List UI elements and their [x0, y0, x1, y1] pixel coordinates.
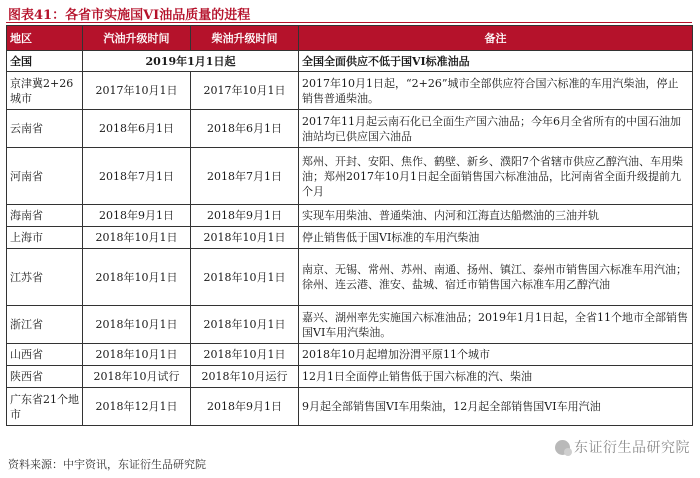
- diesel-cell: 2018年7月1日: [191, 148, 299, 205]
- header-diesel: 柴油升级时间: [191, 26, 299, 51]
- table-row: [7, 344, 693, 366]
- figure-title: 图表41：各省市实施国VI油品质量的进程: [8, 8, 251, 23]
- watermark-text: 东证衍生品研究院: [574, 440, 690, 456]
- gasoline-cell: 2017年10月1日: [83, 72, 191, 110]
- note-cell: 郑州、开封、安阳、焦作、鹤壁、新乡、濮阳7个省辖市供应乙醇汽油、车用柴油；郑州2017年10月1日起全面销售国六标准油品，比河南省全面升级提前九个月: [299, 148, 693, 205]
- diesel-cell: 2018年9月1日: [191, 205, 299, 227]
- merged-date-cell: 2019年1月1日起: [83, 51, 299, 72]
- gasoline-cell: 2018年9月1日: [83, 205, 191, 227]
- note-cell: 全国全面供应不低于国VI标准油品: [299, 51, 693, 72]
- diesel-cell: 2018年6月1日: [191, 110, 299, 148]
- region-cell: 山西省: [7, 344, 83, 366]
- region-cell: 江苏省: [7, 249, 83, 306]
- table-row: [7, 306, 693, 344]
- header-gasoline: 汽油升级时间: [83, 26, 191, 51]
- diesel-cell: 2017年10月1日: [191, 72, 299, 110]
- region-cell: 全国: [7, 51, 83, 72]
- note-cell: 9月起全部销售国VI车用柴油，12月起全部销售国VI车用汽油: [299, 388, 693, 426]
- gasoline-cell: 2018年7月1日: [83, 148, 191, 205]
- region-cell: 浙江省: [7, 306, 83, 344]
- diesel-cell: 2018年10月1日: [191, 306, 299, 344]
- region-cell: 京津冀2+26城市: [7, 72, 83, 110]
- gasoline-cell: 2018年10月1日: [83, 227, 191, 249]
- table-row: [7, 388, 693, 426]
- note-cell: 2017年10月1日起，“2+26”城市全部供应符合国六标准的车用汽柴油，停止销售普通柴油。: [299, 72, 693, 110]
- region-cell: 广东省21个地市: [7, 388, 83, 426]
- note-cell: 12月1日全面停止销售低于国六标准的汽、柴油: [299, 366, 693, 388]
- table-header-row: [7, 26, 693, 51]
- note-cell: 南京、无锡、常州、苏州、南通、扬州、镇江、泰州市销售国六标准车用汽油；徐州、连云港、淮安、盐城、宿迁市销售国六标准车用乙醇汽油: [299, 249, 693, 306]
- gasoline-cell: 2018年10月1日: [83, 306, 191, 344]
- table-row: [7, 72, 693, 110]
- region-cell: 海南省: [7, 205, 83, 227]
- wechat-icon: [555, 440, 570, 455]
- title-divider: [6, 22, 692, 23]
- diesel-cell: 2018年10月1日: [191, 344, 299, 366]
- note-cell: 实现车用柴油、普通柴油、内河和江海直达船燃油的三油并轨: [299, 205, 693, 227]
- table-row: [7, 51, 693, 72]
- diesel-cell: 2018年10月1日: [191, 249, 299, 306]
- header-note: 备注: [299, 26, 693, 51]
- gasoline-cell: 2018年10月1日: [83, 344, 191, 366]
- note-cell: 2017年11月起云南石化已全面生产国六油品；今年6月全省所有的中国石油加油站均已供应国六油品: [299, 110, 693, 148]
- gasoline-cell: 2018年10月试行: [83, 366, 191, 388]
- table-row: [7, 366, 693, 388]
- table-row: [7, 249, 693, 306]
- region-cell: 上海市: [7, 227, 83, 249]
- diesel-cell: 2018年10月运行: [191, 366, 299, 388]
- region-cell: 陕西省: [7, 366, 83, 388]
- note-cell: 嘉兴、湖州率先实施国六标准油品；2019年1月1日起，全省11个地市全部销售国VI车用汽柴油。: [299, 306, 693, 344]
- gasoline-cell: 2018年6月1日: [83, 110, 191, 148]
- table-row: [7, 110, 693, 148]
- note-cell: 2018年10月起增加汾渭平原11个城市: [299, 344, 693, 366]
- oil-upgrade-table: [6, 25, 693, 426]
- region-cell: 云南省: [7, 110, 83, 148]
- diesel-cell: 2018年9月1日: [191, 388, 299, 426]
- watermark: [555, 437, 690, 457]
- table-row: [7, 227, 693, 249]
- region-cell: 河南省: [7, 148, 83, 205]
- table-row: [7, 148, 693, 205]
- source-note: 资料来源：中宇资讯，东证衍生品研究院: [8, 458, 206, 471]
- diesel-cell: 2018年10月1日: [191, 227, 299, 249]
- note-cell: 停止销售低于国VI标准的车用汽柴油: [299, 227, 693, 249]
- gasoline-cell: 2018年10月1日: [83, 249, 191, 306]
- header-region: 地区: [7, 26, 83, 51]
- table-row: [7, 205, 693, 227]
- gasoline-cell: 2018年12月1日: [83, 388, 191, 426]
